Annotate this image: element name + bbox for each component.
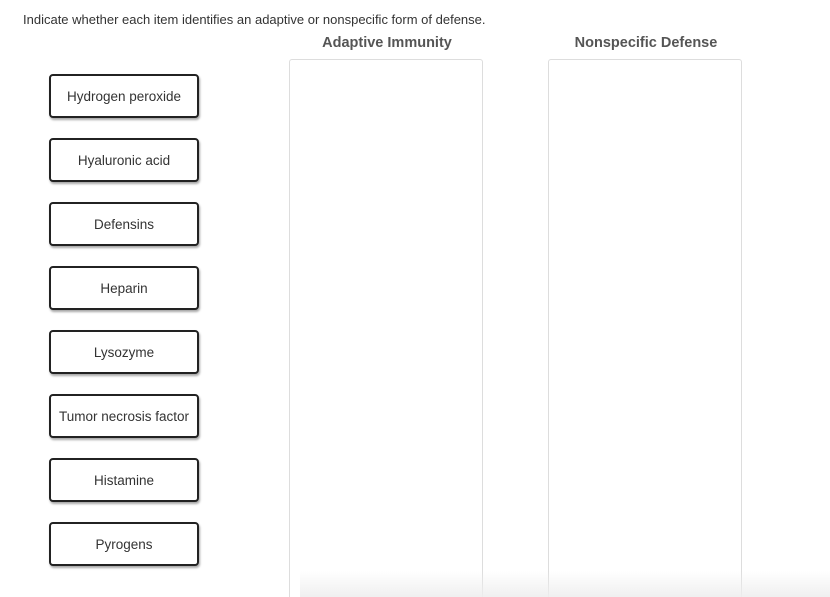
draggable-item-list [49,74,201,586]
adaptive-immunity-heading: Adaptive Immunity [322,35,452,51]
question-instruction: Indicate whether each item identifies an adaptive or nonspecific form of defense. [23,12,486,27]
draggable-item-hydrogen-peroxide[interactable]: Hydrogen peroxide [49,74,199,118]
draggable-item-heparin[interactable]: Heparin [49,266,199,310]
draggable-item-defensins[interactable]: Defensins [49,202,199,246]
draggable-item-hyaluronic-acid[interactable]: Hyaluronic acid [49,138,199,182]
draggable-item-tumor-necrosis-factor[interactable]: Tumor necrosis factor [49,394,199,438]
draggable-item-lysozyme[interactable]: Lysozyme [49,330,199,374]
adaptive-immunity-dropzone[interactable] [289,59,483,597]
draggable-item-pyrogens[interactable]: Pyrogens [49,522,199,566]
nonspecific-defense-dropzone[interactable] [548,59,742,597]
draggable-item-histamine[interactable]: Histamine [49,458,199,502]
nonspecific-defense-heading: Nonspecific Defense [574,35,718,51]
